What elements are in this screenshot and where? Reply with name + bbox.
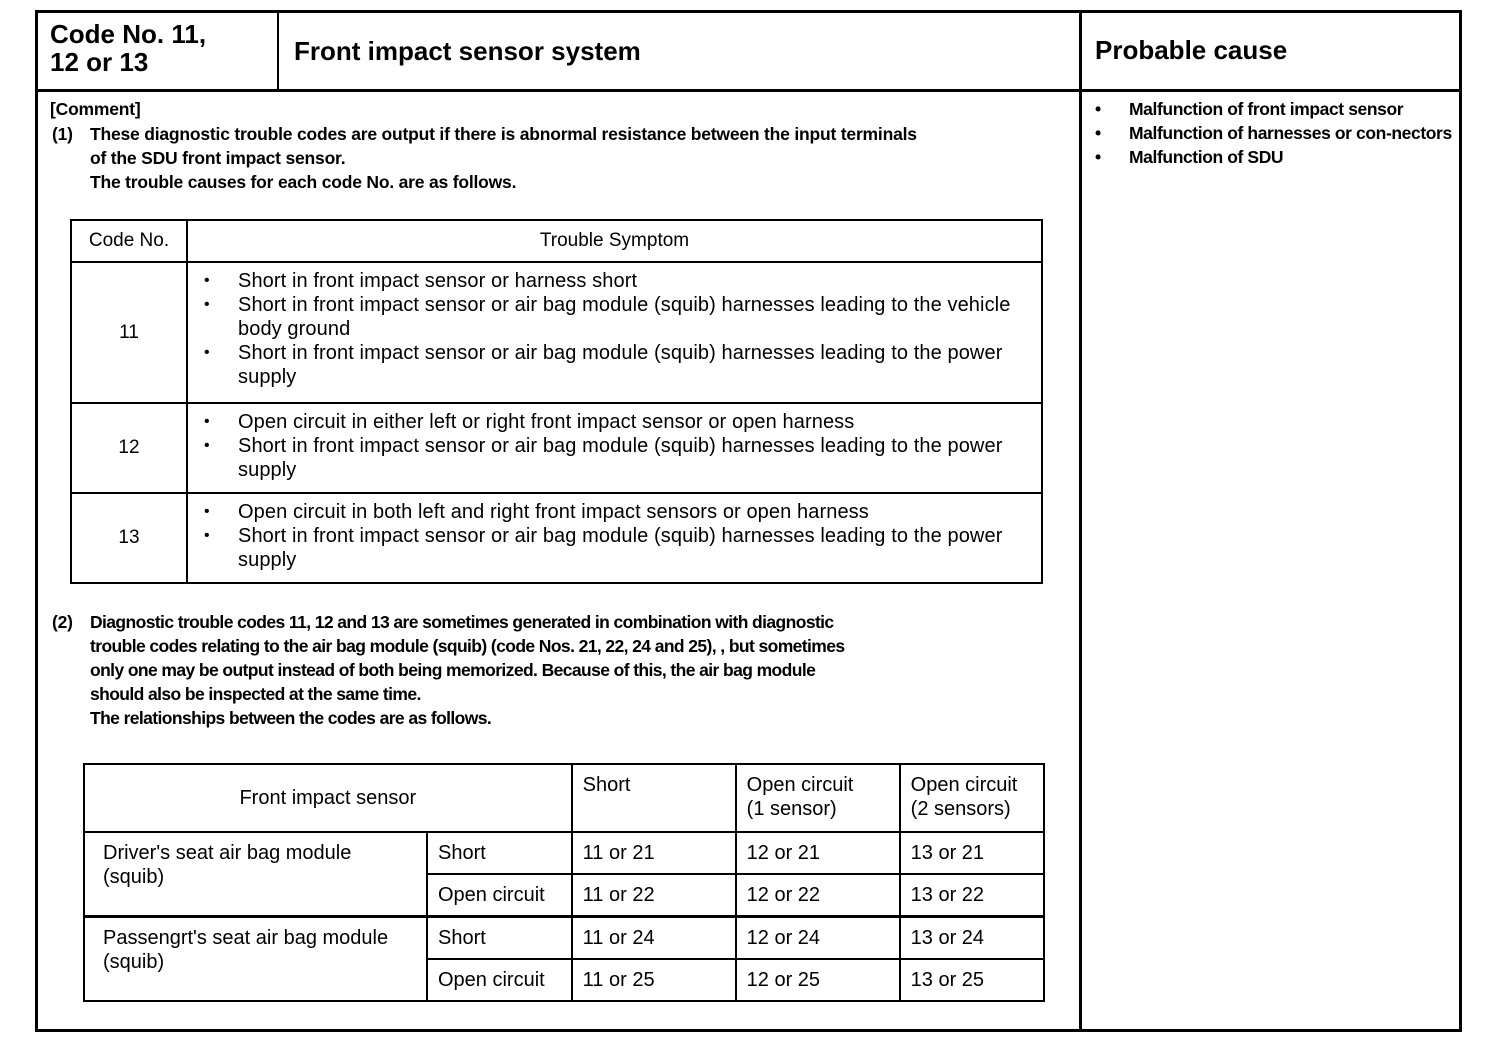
header-divider-code xyxy=(277,13,279,89)
table-header-row xyxy=(71,220,1042,262)
table-cell: 12 or 21 xyxy=(736,832,900,874)
comment-item-2-text xyxy=(90,610,845,730)
bullet-icon: • xyxy=(204,344,210,361)
front-impact-sensor-header: Front impact sensor xyxy=(84,764,572,832)
header-line: Open circuit xyxy=(746,774,854,796)
symptom-item xyxy=(202,341,1021,389)
comment-item-1-line-2: of the SDU front impact sensor. xyxy=(90,148,346,168)
open-circuit-label: Open circuit xyxy=(427,959,572,1001)
open-circuit-2-sensors-header xyxy=(900,764,1044,832)
comment-item-1-line-1: These diagnostic trouble codes are output if there is abnormal resistance between the input terminals xyxy=(90,124,917,144)
open-circuit-label: Open circuit xyxy=(427,874,572,917)
table-cell: 11 or 21 xyxy=(572,832,736,874)
bullet-icon: • xyxy=(204,527,210,544)
comment-item-2-line-1: Diagnostic trouble codes 11, 12 and 13 are sometimes generated in combination with diagnostic xyxy=(90,612,834,632)
table-cell: 12 or 25 xyxy=(736,959,900,1001)
code-cell: 12 xyxy=(71,403,187,493)
open-circuit-1-sensor-header xyxy=(736,764,900,832)
symptom-text: Open circuit in either left or right front impact sensor or open harness xyxy=(238,411,855,433)
driver-seat-module-label: Driver's seat air bag module (squib) xyxy=(84,832,427,917)
symptom-text: Short in front impact sensor or air bag module (squib) harnesses leading to the power supply xyxy=(238,525,1003,571)
code-cell: 13 xyxy=(71,493,187,583)
header-line: (2 sensors) xyxy=(910,798,1011,820)
bullet-icon: • xyxy=(1095,99,1101,119)
probable-cause-title: Probable cause xyxy=(1095,35,1288,65)
bullet-icon: • xyxy=(1095,147,1101,167)
table-cell: 12 or 24 xyxy=(736,917,900,960)
table-cell: 11 or 24 xyxy=(572,917,736,960)
symptom-text: Short in front impact sensor or air bag module (squib) harnesses leading to the power supply xyxy=(238,342,1003,388)
page-title: Front impact sensor system xyxy=(294,36,641,66)
probable-cause-item xyxy=(1093,97,1453,121)
short-label: Short xyxy=(427,917,572,960)
symptom-item xyxy=(202,293,1021,341)
header-divider xyxy=(38,89,1459,92)
code-number-heading xyxy=(50,20,206,76)
symptom-cell xyxy=(187,403,1042,493)
code-cell: 11 xyxy=(71,262,187,403)
table-cell: 12 or 22 xyxy=(736,874,900,917)
code-heading-line2: 12 or 13 xyxy=(50,47,149,77)
probable-cause-item xyxy=(1093,121,1453,145)
table-row xyxy=(84,917,1044,960)
symptom-text: Short in front impact sensor or air bag module (squib) harnesses leading to the power supply xyxy=(238,435,1003,481)
probable-cause-item xyxy=(1093,145,1453,169)
symptom-text: Open circuit in both left and right front impact sensors or open harness xyxy=(238,501,869,523)
probable-cause-text: Malfunction of harnesses or con-nectors xyxy=(1129,123,1452,143)
table-row xyxy=(84,832,1044,874)
code-relationship-table xyxy=(83,763,1045,1002)
bullet-icon: • xyxy=(204,296,210,313)
code-heading-line1: Code No. 11, xyxy=(50,19,207,49)
comment-item-2-line-4: should also be inspected at the same time. xyxy=(90,684,421,704)
symptom-item xyxy=(202,410,1021,434)
symptom-text: Short in front impact sensor or air bag module (squib) harnesses leading to the vehicle body ground xyxy=(238,294,1011,340)
symptom-cell xyxy=(187,262,1042,403)
bullet-icon: • xyxy=(204,437,210,454)
comment-item-1-number: (1) xyxy=(52,124,73,144)
symptom-item xyxy=(202,269,1021,293)
passenger-seat-module-label: Passengrt's seat air bag module (squib) xyxy=(84,917,427,1002)
table-header-row xyxy=(84,764,1044,832)
symptom-item xyxy=(202,500,1021,524)
table-cell: 11 or 25 xyxy=(572,959,736,1001)
comment-item-2-line-3: only one may be output instead of both being memorized. Because of this, the air bag module xyxy=(90,660,816,680)
symptom-cell xyxy=(187,493,1042,583)
symptom-item xyxy=(202,434,1021,482)
bullet-icon: • xyxy=(1095,123,1101,143)
short-label: Short xyxy=(427,832,572,874)
header-line: (1 sensor) xyxy=(746,798,837,820)
trouble-symptom-table xyxy=(70,219,1043,584)
table-row xyxy=(71,493,1042,583)
comment-item-2-number: (2) xyxy=(52,612,73,632)
table-cell: 13 or 21 xyxy=(900,832,1044,874)
comment-label: [Comment] xyxy=(50,99,141,119)
probable-cause-divider xyxy=(1079,13,1082,1029)
table-row xyxy=(71,262,1042,403)
probable-cause-text: Malfunction of front impact sensor xyxy=(1129,99,1404,119)
symptom-item xyxy=(202,524,1021,572)
probable-cause-list xyxy=(1093,97,1453,169)
probable-cause-text: Malfunction of SDU xyxy=(1129,147,1284,167)
comment-item-2-line-5: The relationships between the codes are as follows. xyxy=(90,708,492,728)
comment-item-1-line-3: The trouble causes for each code No. are as follows. xyxy=(90,172,517,192)
comment-item-2-line-2: trouble codes relating to the air bag module (squib) (code Nos. 21, 22, 24 and 25), , but sometimes xyxy=(90,636,845,656)
code-no-header: Code No. xyxy=(71,220,187,262)
short-header: Short xyxy=(572,764,736,832)
comment-item-1-text xyxy=(90,122,917,194)
bullet-icon: • xyxy=(204,413,210,430)
table-cell: 13 or 24 xyxy=(900,917,1044,960)
table-cell: 13 or 25 xyxy=(900,959,1044,1001)
table-cell: 11 or 22 xyxy=(572,874,736,917)
trouble-symptom-header: Trouble Symptom xyxy=(187,220,1042,262)
bullet-icon: • xyxy=(204,503,210,520)
table-cell: 13 or 22 xyxy=(900,874,1044,917)
header-line: Open circuit xyxy=(910,774,1018,796)
bullet-icon: • xyxy=(204,272,210,289)
table-row xyxy=(71,403,1042,493)
symptom-text: Short in front impact sensor or harness short xyxy=(238,270,638,292)
